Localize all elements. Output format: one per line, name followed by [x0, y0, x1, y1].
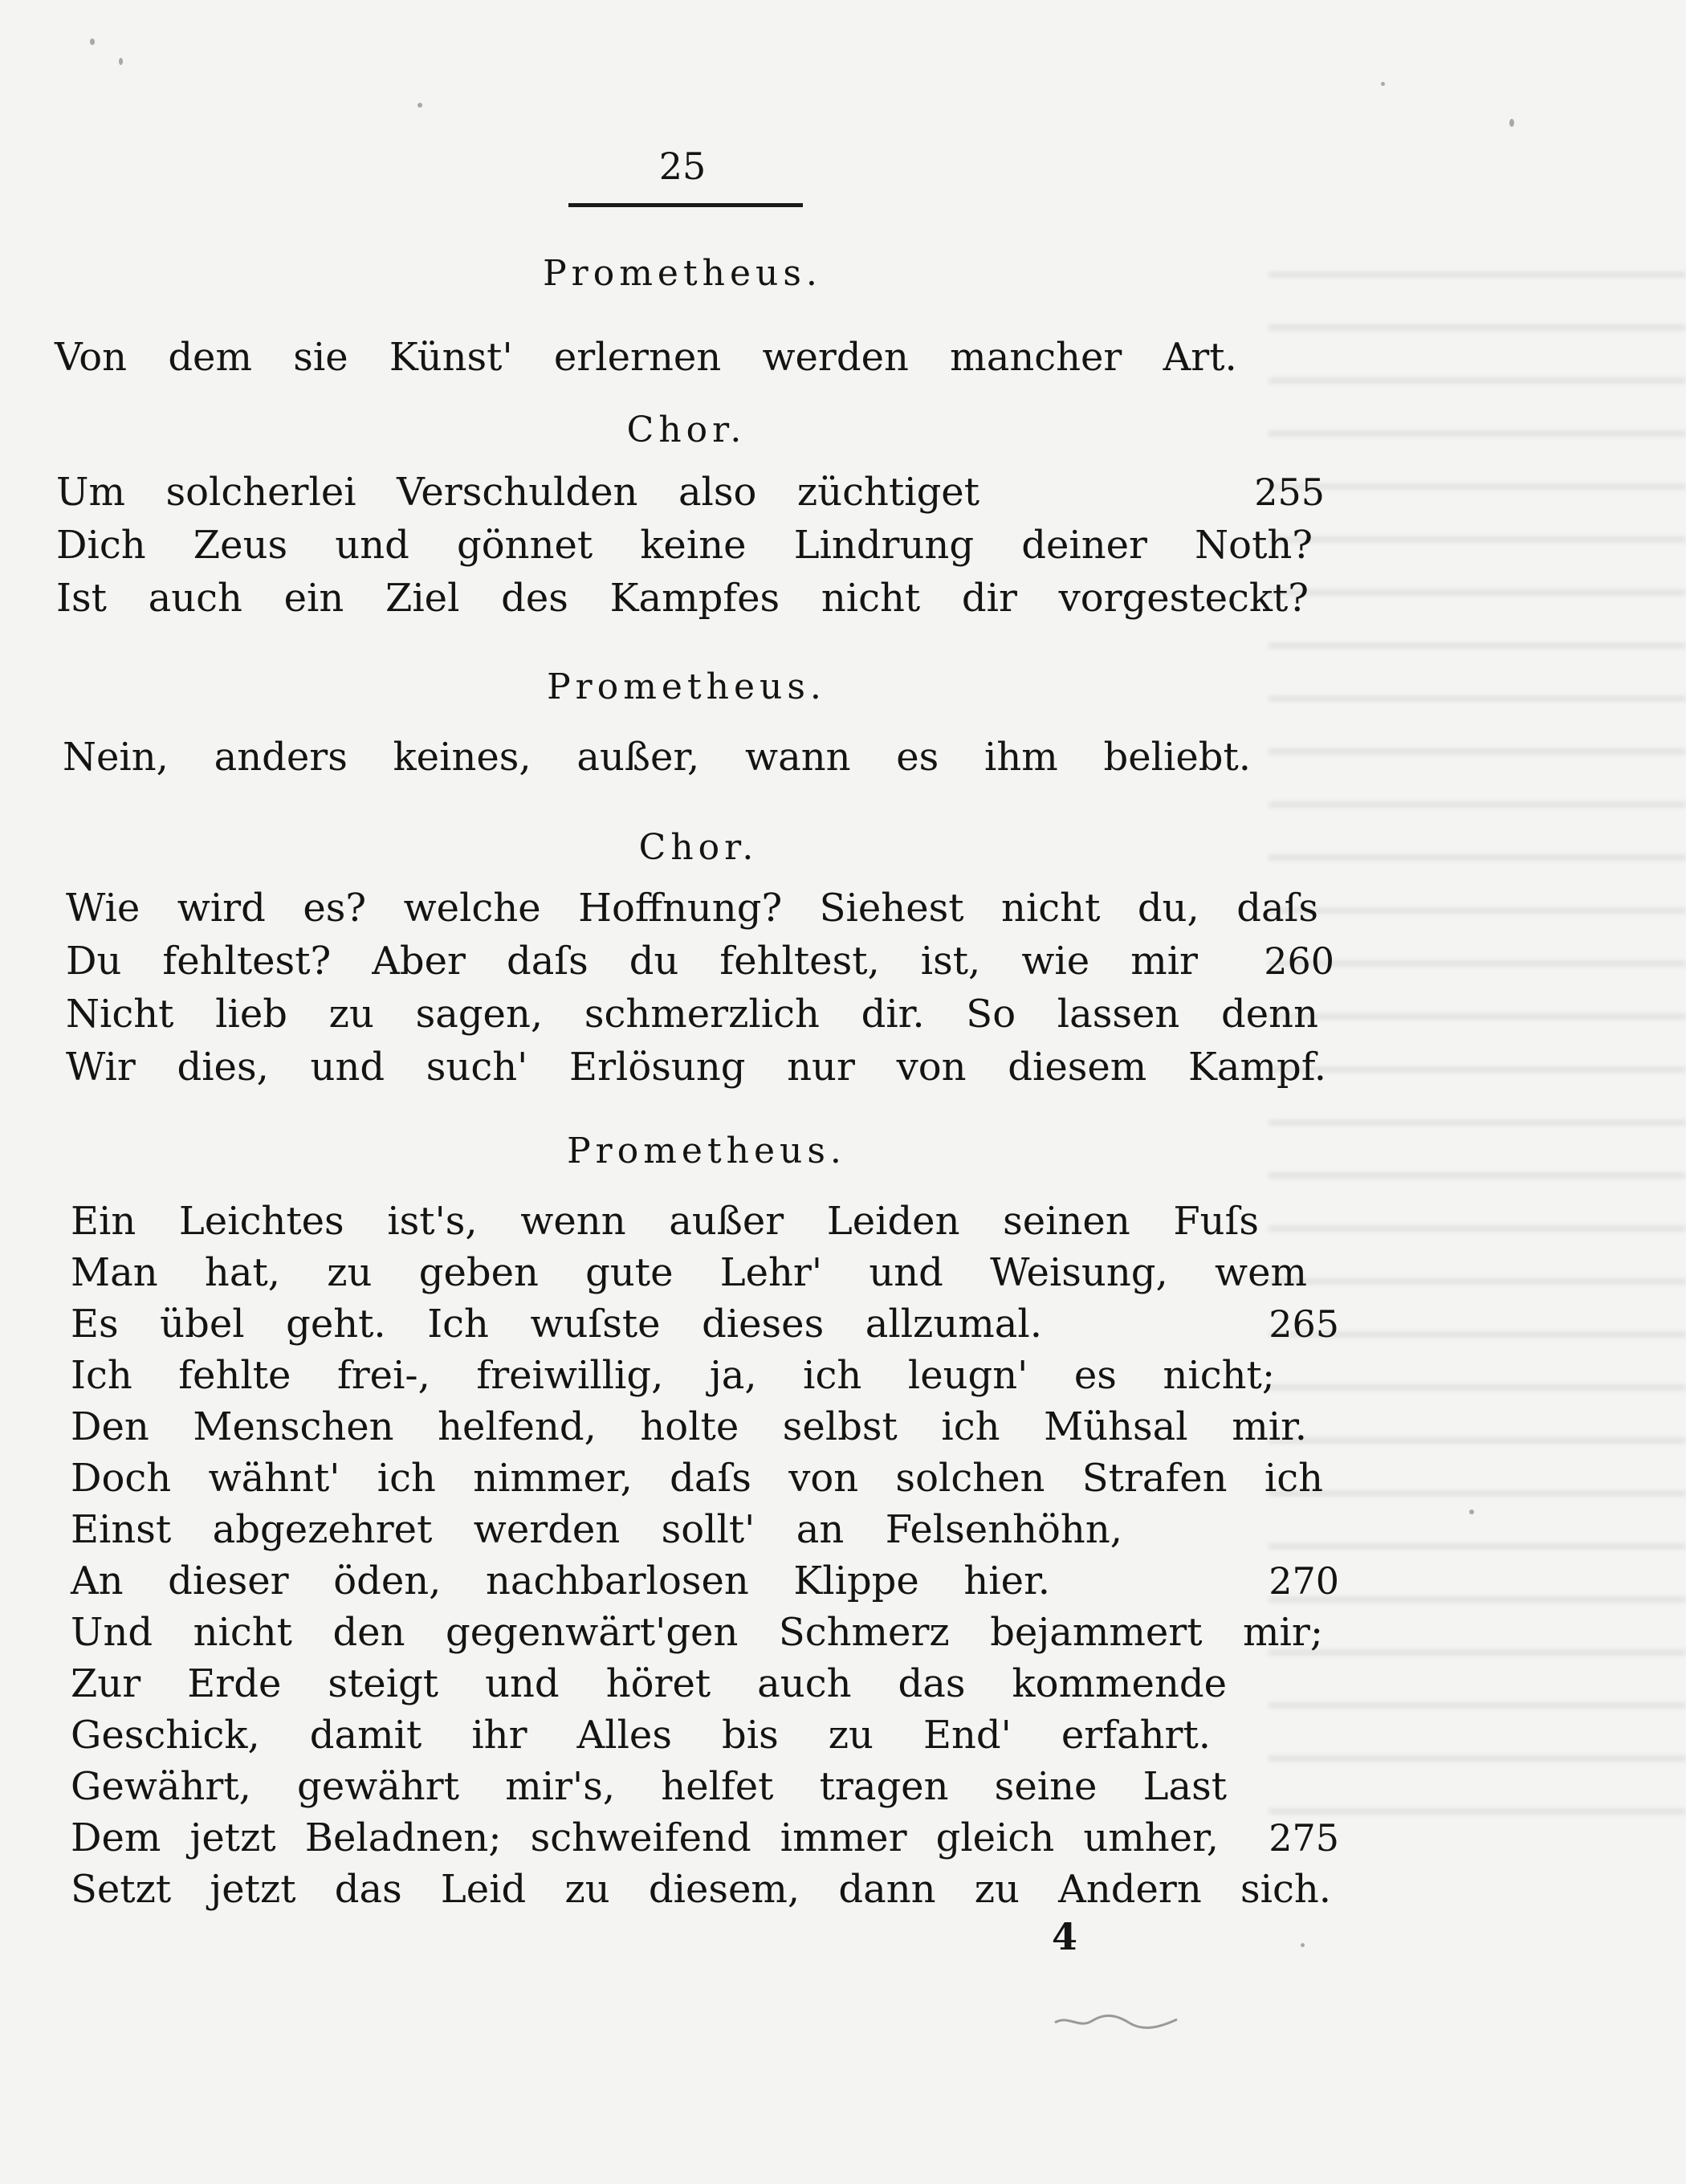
verse-line	[71, 1452, 1339, 1505]
speaker-heading: Prometheus.	[567, 1131, 846, 1171]
verse-line	[56, 466, 1325, 519]
line-number: 265	[1269, 1302, 1339, 1346]
verse-line	[66, 988, 1334, 1041]
verse-line	[71, 1606, 1339, 1659]
verse-text: Zur Erde steigt und höret auch das kommende	[71, 1661, 1227, 1706]
verse-line	[71, 1657, 1339, 1710]
verse-text: Nicht lieb zu sagen, schmerzlich dir. So lassen denn	[66, 992, 1318, 1037]
verse-line	[71, 1400, 1339, 1453]
verse-line	[66, 882, 1334, 935]
ink-speck	[1381, 82, 1385, 86]
verse-line	[71, 1811, 1339, 1864]
verse-text: Wie wird es? welche Hoffnung? Siehest nicht du, daſs	[66, 886, 1318, 931]
verse-text: Ich fehlte frei-, freiwillig, ja, ich leugn' es nicht;	[71, 1353, 1275, 1398]
speaker-heading: Chor.	[626, 410, 747, 450]
line-number: 275	[1269, 1816, 1339, 1860]
verse-text: Doch wähnt' ich nimmer, daſs von solchen Strafen ich	[71, 1456, 1323, 1501]
verse-line	[71, 1709, 1339, 1762]
ink-speck	[1509, 119, 1514, 127]
verse-line	[66, 935, 1334, 988]
verse-text: Um solcherlei Verschulden also züchtiget	[56, 470, 979, 515]
line-number: 270	[1269, 1559, 1339, 1603]
verse-text: Und nicht den gegenwärt'gen Schmerz bejammert mir;	[71, 1610, 1323, 1655]
verse-line	[71, 1863, 1339, 1916]
verse-text: Dem jetzt Beladnen; schweifend immer gleich umher,	[71, 1815, 1219, 1860]
ink-speck	[1469, 1510, 1474, 1514]
verse-text: Geschick, damit ihr Alles bis zu End' erfahrt.	[71, 1713, 1211, 1758]
verse-text: Gewährt, gewährt mir's, helfet tragen seine Last	[71, 1764, 1227, 1809]
header-rule	[568, 203, 803, 207]
verse-text: Dich Zeus und gönnet keine Lindrung deiner Noth?	[56, 523, 1313, 568]
verse-text: Setzt jetzt das Leid zu diesem, dann zu Andern sich.	[71, 1867, 1331, 1912]
verse-text: Den Menschen helfend, holte selbst ich Mühsal mir.	[71, 1404, 1307, 1449]
speaker-heading: Chor.	[638, 827, 759, 868]
verse-line	[63, 731, 1331, 784]
verse-text: Du fehltest? Aber daſs du fehltest, ist, wie mir	[66, 939, 1198, 984]
speaker-heading: Prometheus.	[543, 253, 822, 294]
verse-line	[71, 1195, 1339, 1248]
verse-text: Es übel geht. Ich wuſste dieses allzumal.	[71, 1302, 1042, 1347]
verse-text: Wir dies, und such' Erlösung nur von diesem Kampf.	[66, 1045, 1326, 1090]
signature-mark: 4	[1052, 1915, 1078, 1958]
verse-line	[56, 572, 1325, 625]
verse-text: Nein, anders keines, außer, wann es ihm beliebt.	[63, 735, 1251, 780]
flourish-ornament	[1052, 2011, 1180, 2031]
verse-text: Einst abgezehret werden sollt' an Felsenhöhn,	[71, 1507, 1122, 1552]
verse-line	[71, 1246, 1339, 1299]
verse-text: Ist auch ein Ziel des Kampfes nicht dir vorgesteckt?	[56, 576, 1309, 621]
verse-line	[71, 1554, 1339, 1607]
verse-line	[56, 519, 1325, 572]
verse-line	[71, 1298, 1339, 1351]
verse-text: Ein Leichtes ist's, wenn außer Leiden seinen Fuſs	[71, 1199, 1259, 1244]
ink-speck	[90, 39, 95, 45]
verse-line	[71, 1760, 1339, 1813]
verse-text: An dieser öden, nachbarlosen Klippe hier.	[71, 1559, 1050, 1603]
ink-speck	[417, 103, 422, 108]
verse-line	[66, 1041, 1334, 1094]
ink-speck	[1301, 1943, 1305, 1947]
line-number: 255	[1254, 471, 1325, 514]
verse-text: Von dem sie Künst' erlernen werden mancher Art.	[55, 335, 1237, 380]
verse-text: Man hat, zu geben gute Lehr' und Weisung, wem	[71, 1250, 1307, 1295]
verse-line	[71, 1503, 1339, 1556]
verse-line	[55, 331, 1323, 384]
page-number: 25	[658, 145, 707, 188]
speaker-heading: Prometheus.	[547, 666, 826, 707]
line-number: 260	[1264, 939, 1334, 983]
verse-line	[71, 1349, 1339, 1402]
ink-speck	[119, 58, 123, 65]
